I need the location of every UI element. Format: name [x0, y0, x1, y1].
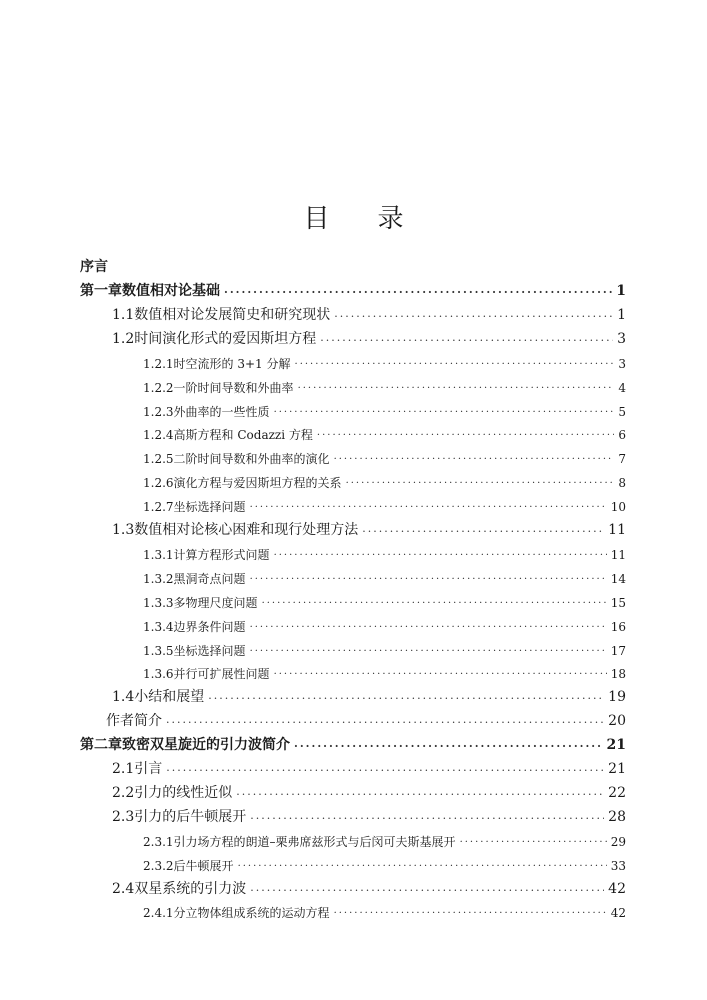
toc-page-number: 18: [610, 667, 626, 682]
toc-entry-number: 2.4.1: [143, 906, 174, 921]
page-title: [0, 198, 707, 235]
toc-entry-text: 演化方程与爱因斯坦方程的关系: [173, 476, 342, 491]
toc-dot-leader: [294, 741, 603, 752]
toc-entry-number: 2.1: [112, 761, 135, 777]
toc-entry-number: 1.3.5: [143, 643, 174, 658]
toc-entry-text: 坐标选择问题: [173, 500, 246, 515]
toc-page-number: 21: [606, 737, 626, 754]
toc-page-number: 8: [618, 476, 626, 491]
toc-entry[interactable]: [112, 778, 626, 800]
toc-entry-number: 1.4: [112, 689, 135, 706]
toc-dot-leader: [334, 311, 613, 322]
toc-page-number: 11: [608, 522, 626, 538]
toc-entry-text: 外曲率的一些性质: [173, 404, 270, 419]
toc-page-number: 14: [610, 571, 626, 586]
toc-entry[interactable]: [112, 300, 626, 322]
toc-page-number: 16: [610, 619, 626, 634]
toc-dot-leader: [334, 909, 607, 919]
toc-page-number: 11: [610, 547, 626, 562]
toc-dot-leader: [238, 862, 607, 872]
toc-entry-number: 1.3.6: [143, 667, 174, 682]
toc-page-number: 1: [617, 306, 626, 323]
toc-dot-leader: [334, 455, 615, 465]
toc-entry-text: 多物理尺度问题: [173, 595, 258, 610]
toc-entry-number: 1.2.1: [143, 356, 174, 371]
toc-entry-text: 时间演化形式的爱因斯坦方程: [134, 330, 317, 347]
toc-entry-number: 1.3.2: [143, 571, 174, 586]
toc-entry[interactable]: [143, 348, 626, 370]
toc-page-number: 5: [618, 404, 626, 419]
toc-entry[interactable]: [112, 515, 626, 537]
toc-dot-leader: [320, 335, 613, 346]
toc-dot-leader: [262, 599, 607, 609]
toc-entry-text: 致密双星旋近的引力波简介: [122, 737, 290, 754]
toc-page-number: 21: [608, 761, 626, 777]
toc-preface[interactable]: [80, 252, 108, 274]
toc-entry-text: 数值相对论核心困难和现行处理方法: [134, 522, 359, 538]
toc-dot-leader: [166, 765, 604, 776]
toc-page-number: 1: [616, 283, 626, 299]
toc-entry-text: 数值相对论基础: [122, 283, 220, 299]
toc-entry[interactable]: [112, 682, 626, 704]
toc-entry-text: 数值相对论发展简史和研究现状: [134, 306, 331, 323]
toc-entry-number: 1.3.1: [143, 547, 174, 562]
toc-page-number: 10: [610, 500, 626, 515]
toc-entry-text: 后牛顿展开: [173, 858, 234, 873]
toc-page-number: 22: [608, 784, 626, 801]
toc-entry-text: 分立物体组成系统的运动方程: [173, 906, 330, 921]
toc-entry[interactable]: [112, 754, 626, 776]
toc-page-number: 7: [618, 452, 626, 467]
toc-entry-number: 2.3.1: [143, 834, 174, 849]
toc-entry-number: 1.2: [112, 330, 135, 347]
toc-entry-number: 2.3: [112, 808, 135, 825]
toc-entry-text: 引力场方程的朗道–栗弗席兹形式与后闵可夫斯基展开: [173, 834, 456, 849]
toc-entry-number: 1.2.2: [143, 380, 174, 395]
toc-entry-number: 1.2.5: [143, 452, 174, 467]
toc-entry[interactable]: [143, 539, 626, 561]
toc-page-number: 15: [610, 595, 626, 610]
toc-page-number: 3: [617, 330, 626, 347]
toc-entry[interactable]: [143, 491, 626, 513]
toc-dot-leader: [346, 479, 615, 489]
toc-entry-text: 引力的线性近似: [134, 784, 233, 801]
toc-page-number: 19: [608, 689, 626, 706]
toc-entry-text: 计算方程形式问题: [173, 547, 270, 562]
toc-page-number: 17: [610, 643, 626, 658]
toc-entry[interactable]: [143, 635, 626, 657]
toc-entry-text: 坐标选择问题: [173, 643, 246, 658]
toc-entry[interactable]: [143, 850, 626, 872]
toc-entry-text: 小结和展望: [134, 689, 205, 706]
title-char-2: 录: [377, 204, 404, 234]
toc-entry[interactable]: [112, 802, 626, 824]
toc-entry-text: 高斯方程和 Codazzi 方程: [173, 428, 313, 443]
toc-dot-leader: [298, 384, 615, 394]
toc-entry[interactable]: [80, 276, 626, 298]
toc-entry[interactable]: [143, 467, 626, 489]
toc-entry-number: 1.1: [112, 306, 135, 323]
toc-entry-number: 1.3.3: [143, 595, 174, 610]
toc-entry-text: 序言: [80, 259, 108, 275]
toc-dot-leader: [208, 693, 604, 704]
toc-page-number: 42: [608, 880, 626, 897]
toc-entry-number: 1.2.3: [143, 404, 174, 419]
toc-entry[interactable]: [143, 587, 626, 609]
toc-dot-leader: [250, 503, 607, 513]
toc-entry-text: 时空流形的 3+1 分解: [173, 356, 291, 371]
toc-entry-number: 2.2: [112, 784, 135, 801]
toc-dot-leader: [250, 623, 607, 633]
toc-entry[interactable]: [80, 730, 626, 752]
toc-dot-leader: [295, 360, 615, 370]
toc-entry[interactable]: [112, 324, 626, 346]
toc-entry-text: 一阶时间导数和外曲率: [173, 380, 294, 395]
toc-entry-number: 1.2.7: [143, 500, 174, 515]
toc-page-number: 42: [610, 906, 626, 921]
toc-dot-leader: [224, 287, 612, 298]
toc-page-number: 28: [608, 808, 626, 825]
toc-dot-leader: [317, 431, 614, 441]
toc-page-number: 3: [618, 356, 626, 371]
toc-page-number: 20: [608, 713, 626, 730]
toc-dot-leader: [236, 789, 604, 800]
toc-entry-number: 第二章: [80, 737, 122, 754]
toc-dot-leader: [274, 551, 607, 561]
toc-entry-text: 双星系统的引力波: [134, 880, 247, 897]
toc-page-number: 33: [610, 858, 626, 873]
toc-dot-leader: [166, 717, 604, 728]
toc-entry-number: 第一章: [80, 283, 122, 299]
toc-entry[interactable]: [143, 396, 626, 418]
toc-page-number: 4: [618, 380, 626, 395]
toc-entry-text: 二阶时间导数和外曲率的演化: [173, 452, 330, 467]
toc-entry-number: 2.4: [112, 880, 135, 897]
toc-dot-leader: [250, 813, 604, 824]
toc-entry-number: 1.3: [112, 522, 135, 538]
toc-entry[interactable]: [143, 897, 626, 919]
toc-dot-leader: [250, 885, 604, 896]
toc-page-number: 6: [618, 428, 626, 443]
toc-entry[interactable]: [143, 443, 626, 465]
toc-entry-text: 作者简介: [106, 713, 162, 730]
title-char-1: 目: [303, 204, 330, 234]
toc-page-number: 29: [610, 834, 626, 849]
toc-entry-number: 2.3.2: [143, 858, 174, 873]
toc-entry-text: 引力的后牛顿展开: [134, 808, 247, 825]
toc-entry[interactable]: [143, 611, 626, 633]
toc-entry-text: 引言: [134, 761, 163, 777]
toc-entry-number: 1.3.4: [143, 619, 174, 634]
toc-entry[interactable]: [143, 419, 626, 441]
toc-entry[interactable]: [143, 826, 626, 848]
toc-entry-text: 并行可扩展性问题: [173, 667, 270, 682]
toc-entry[interactable]: [106, 706, 626, 728]
toc-entry-number: 1.2.4: [143, 428, 174, 443]
toc-entry-text: 边界条件问题: [173, 619, 246, 634]
toc-dot-leader: [460, 838, 607, 848]
toc-entry[interactable]: [143, 372, 626, 394]
toc-dot-leader: [274, 408, 615, 418]
toc-entry[interactable]: [143, 658, 626, 680]
toc-entry-text: 黑洞奇点问题: [173, 571, 246, 586]
toc-dot-leader: [250, 575, 607, 585]
toc-dot-leader: [274, 670, 607, 680]
toc-entry[interactable]: [143, 563, 626, 585]
toc-entry-number: 1.2.6: [143, 476, 174, 491]
toc-dot-leader: [250, 647, 607, 657]
toc-dot-leader: [362, 526, 604, 537]
toc-entry[interactable]: [112, 874, 626, 896]
